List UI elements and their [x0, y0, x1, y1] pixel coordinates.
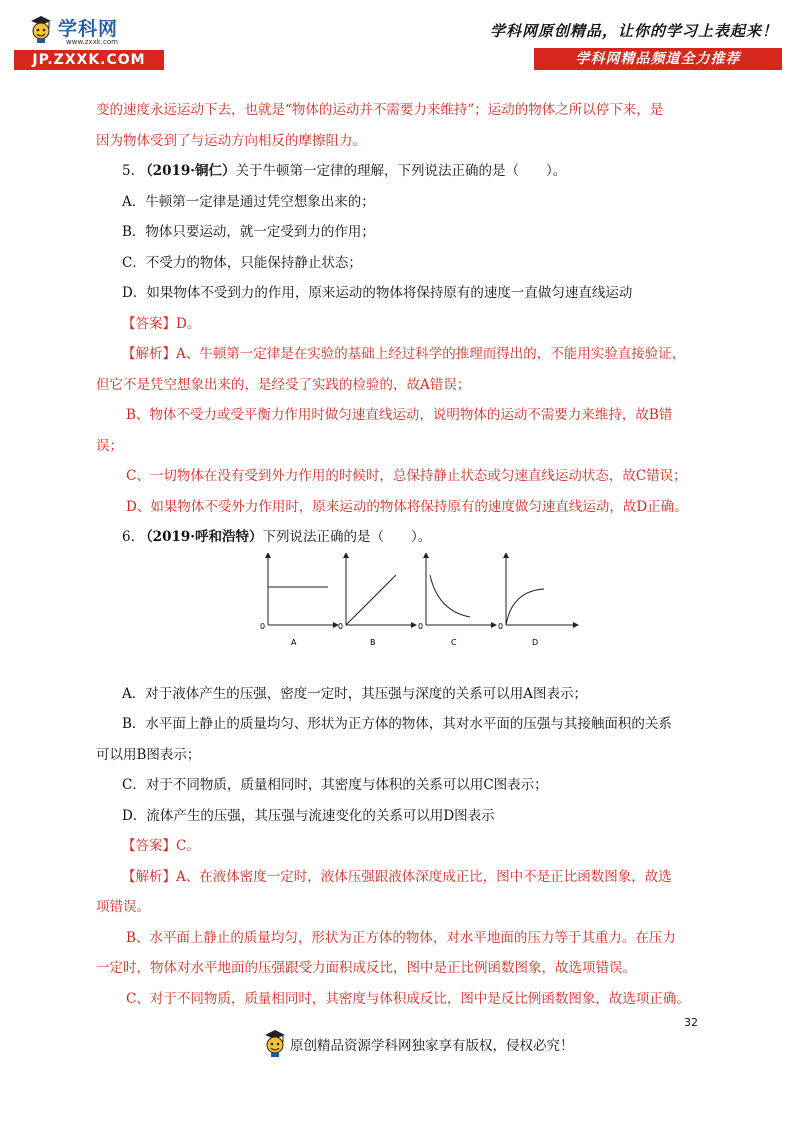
explanation-line: 变的速度永远运动下去，也就是“物体的运动并不需要力来维持”；运动的物体之所以停下来，是	[96, 102, 664, 118]
logo-text: 学科网	[58, 18, 119, 40]
option-a: A．牛顿第一定律是通过凭空想象出来的；	[122, 193, 375, 210]
copyright-notice: 原创精品资源学科网独家享有版权，侵权必究！	[290, 1038, 574, 1054]
graph-d-label: D	[532, 637, 539, 647]
graph-c-label: C	[451, 637, 457, 647]
graph-c-curve	[430, 575, 470, 617]
graph-b-origin: 0	[338, 621, 344, 631]
explanation-line: 项错误。	[96, 899, 150, 915]
question-number: 6.	[122, 529, 135, 545]
explanation-line: 因为物体受到了与运动方向相反的摩擦阻力。	[96, 132, 366, 149]
graph-d-curve	[506, 589, 544, 625]
mascot-icon	[262, 1028, 288, 1058]
document-body	[96, 95, 714, 1014]
question-text: 下列说法正确的是（ ）。	[262, 529, 432, 545]
explanation-line: 误；	[96, 437, 123, 454]
header-slogan: 学科网原创精品，让你的学习上表起来！	[489, 22, 778, 40]
answer-label: 【答案】C。	[122, 838, 200, 854]
question-source: （2019·呼和浩特）	[139, 529, 263, 545]
question-text: 关于牛顿第一定律的理解，下列说法正确的是（ ）。	[235, 163, 567, 179]
explanation-line: B、水平面上静止的质量均匀，形状为正方体的物体，对水平地面的压力等于其重力。在压力	[126, 929, 676, 946]
answer-label: 【答案】D。	[122, 315, 201, 332]
option-c: C．对于不同物质，质量相同时，其密度与体积的关系可以用C图表示；	[122, 777, 548, 793]
graph-b-label: B	[370, 637, 376, 647]
option-b: B．水平面上静止的质量均匀、形状为正方体的物体，其对水平面的压强与其接触面积的关系	[122, 716, 672, 732]
option-c: C．不受力的物体，只能保持静止状态；	[122, 254, 362, 271]
logo-site-url[interactable]: JP.ZXXK.COM	[14, 50, 164, 70]
option-d: D．流体产生的压强，其压强与流速变化的关系可以用D图表示	[122, 807, 495, 824]
graph-a-label: A	[291, 637, 297, 647]
graph-b-curve	[346, 575, 396, 625]
question-number: 5.	[122, 163, 135, 179]
mascot-icon	[28, 14, 54, 44]
graph-c	[418, 555, 494, 647]
graph-b	[338, 555, 414, 647]
graph-a-origin: 0	[260, 621, 266, 631]
header-banner: 学科网精品频道全力推荐	[534, 48, 782, 70]
option-a: A．对于液体产生的压强，密度一定时，其压强与深度的关系可以用A图表示；	[122, 685, 587, 702]
question-5-stem	[96, 156, 714, 187]
graph-a	[260, 555, 336, 647]
option-d: D．如果物体不受到力的作用，原来运动的物体将保持原有的速度一直做匀速直线运动	[122, 285, 633, 301]
explanation-line: 但它不是凭空想象出来的，是经受了实践的检验的，故A错误；	[96, 376, 471, 393]
graph-figure	[96, 553, 714, 679]
option-b-cont: 可以用B图表示；	[96, 746, 201, 763]
graph-c-origin: 0	[418, 621, 424, 631]
site-logo[interactable]	[14, 12, 164, 72]
explanation-line: 【解析】A、牛顿第一定律是在实验的基础上经过科学的推理而得出的，不能用实验直接验证，	[122, 346, 686, 362]
explanation-line: D、如果物体不受外力作用时，原来运动的物体将保持原有的速度做匀速直线运动，故D正确。	[126, 498, 688, 515]
logo-subtext: www.zxxk.com	[66, 38, 118, 46]
explanation-line: C、一切物体在没有受到外力作用的时候时，总保持静止状态或匀速直线运动状态，故C错误；	[126, 468, 687, 484]
page-number: 32	[684, 1016, 698, 1029]
question-source: （2019·铜仁）	[139, 163, 236, 179]
graph-d-origin: 0	[498, 621, 504, 631]
graph-d	[498, 555, 576, 647]
explanation-line: 【解析】A、在液体密度一定时，液体压强跟液体深度成正比，图中不是正比函数图象，故选	[122, 868, 672, 885]
option-b: B．物体只要运动，就一定受到力的作用；	[122, 224, 375, 240]
explanation-line: 一定时，物体对水平地面的压强跟受力面积成反比，图中是正比例函数图象，故选项错误。	[96, 960, 636, 976]
explanation-line: C、对于不同物质，质量相同时，其密度与体积成反比，图中是反比例函数图象，故选项正确。	[126, 990, 690, 1007]
question-6-stem	[96, 522, 714, 553]
explanation-line: B、物体不受力或受平衡力作用时做匀速直线运动，说明物体的运动不需要力来维持，故B错	[126, 407, 673, 423]
graph-figure-svg	[260, 553, 580, 673]
